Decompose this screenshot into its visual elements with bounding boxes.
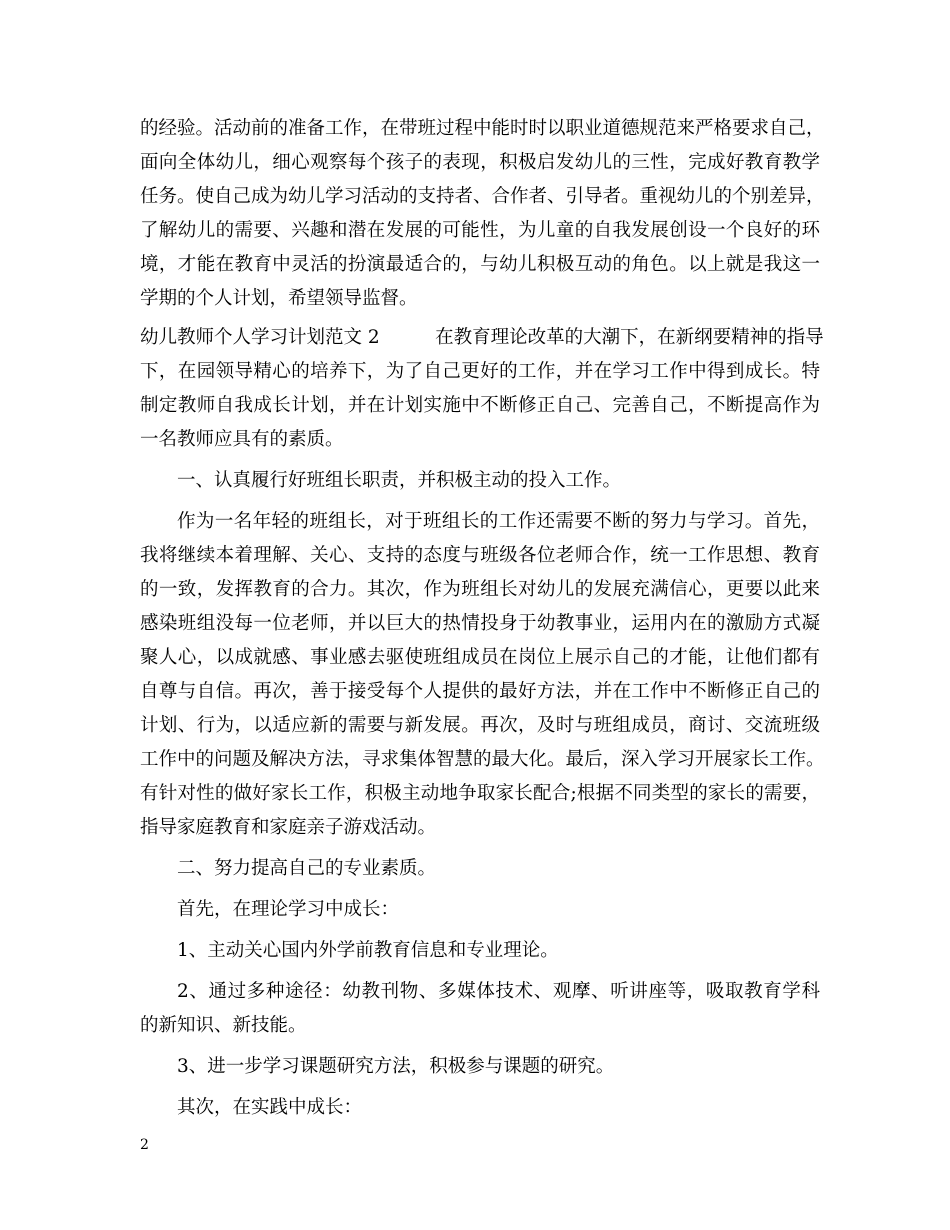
body-text-line: 任务。使自己成为幼儿学习活动的支持者、合作者、引导者。重视幼儿的个别差异， [140, 186, 825, 207]
body-text-line: 指导家庭教育和家庭亲子游戏活动。 [140, 817, 437, 838]
page-number: 2 [140, 1137, 149, 1153]
body-text-line: 面向全体幼儿，细心观察每个孩子的表现，积极启发幼儿的三性，完成好教育教学 [140, 152, 820, 173]
body-text-line: 有针对性的做好家长工作，积极主动地争取家长配合;根据不同类型的家长的需要， [140, 783, 820, 804]
body-text-line: 感染班组没每一位老师，并以巨大的热情投身于幼教事业，运用内在的激励方式凝 [140, 613, 820, 634]
body-text-line: 其次，在实践中成长： [177, 1097, 363, 1118]
body-text-line: 我将继续本着理解、关心、支持的态度与班级各位老师合作，统一工作思想、教育 [140, 545, 820, 566]
body-text-line: 工作中的问题及解决方法，寻求集体智慧的最大化。最后，深入学习开展家长工作。 [140, 749, 825, 770]
body-text-line: 下，在园领导精心的培养下，为了自己更好的工作，并在学习工作中得到成长。特 [140, 361, 820, 382]
body-text-line: 制定教师自我成长计划，并在计划实施中不断修正自己、完善自己，不断提高作为 [140, 395, 820, 416]
body-text-line: 的经验。活动前的准备工作，在带班过程中能时时以职业道德规范来严格要求自己， [140, 118, 825, 139]
list-item-line: 3、进一步学习课题研究方法，积极参与课题的研究。 [177, 1056, 615, 1077]
body-text-line: 聚人心，以成就感、事业感去驱使班组成员在岗位上展示自己的才能，让他们都有 [140, 647, 820, 668]
body-text-line: 了解幼儿的需要、兴趣和潜在发展的可能性，为儿童的自我发展创设一个良好的环 [140, 220, 820, 241]
body-text-line: 自尊与自信。再次，善于接受每个人提供的最好方法，并在工作中不断修正自己的 [140, 681, 820, 702]
subheading-line: 二、努力提高自己的专业素质。 [177, 858, 437, 879]
body-text-line: 境，才能在教育中灵活的扮演最适合的，与幼儿积极互动的角色。以上就是我这一 [140, 254, 820, 275]
list-item-line: 1、主动关心国内外学前教育信息和专业理论。 [177, 940, 559, 961]
section-heading-line: 幼儿教师个人学习计划范文 2 在教育理论改革的大潮下，在新纲要精神的指导 [140, 327, 824, 348]
body-text-line: 首先，在理论学习中成长： [177, 899, 400, 920]
list-item-continuation: 的新知识、新技能。 [140, 1015, 307, 1036]
list-item-line: 2、通过多种途径：幼教刊物、多媒体技术、观摩、听讲座等，吸取教育学科 [177, 981, 820, 1002]
body-text-line: 作为一名年轻的班组长，对于班组长的工作还需要不断的努力与学习。首先， [177, 511, 820, 532]
body-text-line: 学期的个人计划，希望领导监督。 [140, 288, 418, 309]
body-text-line: 一名教师应具有的素质。 [140, 429, 344, 450]
subheading-line: 一、认真履行好班组长职责，并积极主动的投入工作。 [177, 470, 622, 491]
body-text-line: 的一致，发挥教育的合力。其次，作为班组长对幼儿的发展充满信心，更要以此来 [140, 579, 820, 600]
body-text-line: 计划、行为，以适应新的需要与新发展。再次，及时与班组成员，商讨、交流班级 [140, 715, 820, 736]
